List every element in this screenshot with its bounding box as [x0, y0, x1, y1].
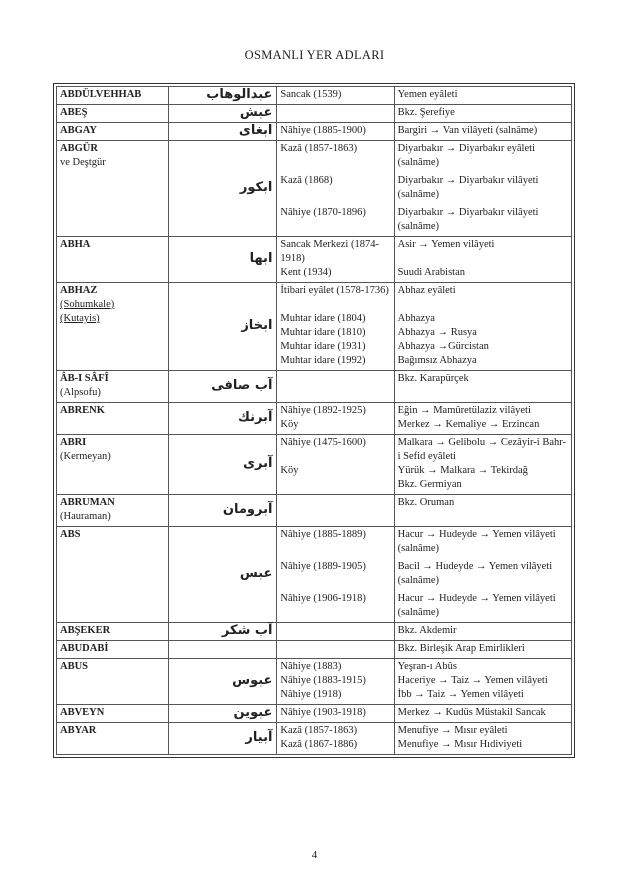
note-entry: Abhazya — [397, 313, 435, 324]
note-entry: Bargiri → Van vilâyeti (salnâme) — [397, 125, 538, 136]
ottoman-script-name: آبيار — [169, 723, 277, 755]
place-name: ABUS — [60, 661, 89, 672]
administrative-status-cell — [277, 641, 394, 659]
table-row — [57, 641, 572, 659]
ottoman-script-name: آبرنك — [169, 403, 277, 435]
affiliation-note-cell — [394, 141, 571, 237]
note-entry: Diyarbakır → Diyarbakır vilâyeti (salnâme) — [397, 207, 539, 232]
status-entry: Muhtar idare (1804) — [280, 313, 366, 324]
table-row — [57, 435, 572, 495]
affiliation-note-cell — [394, 403, 571, 435]
note-entry: Abhazya → Rusya — [397, 327, 477, 338]
administrative-status-cell — [277, 723, 394, 755]
table-row — [57, 141, 572, 237]
note-entry: Malkara → Gelibolu → Cezâyir-i Bahr-i Sefid eyâleti — [397, 437, 567, 462]
table-row — [57, 283, 572, 371]
status-entry: Sancak (1539) — [280, 89, 342, 100]
affiliation-note-cell — [394, 87, 571, 105]
affiliation-note-cell — [394, 623, 571, 641]
note-entry: Diyarbakır → Diyarbakır eyâleti (salnâme) — [397, 143, 535, 168]
status-entry — [280, 478, 390, 492]
gazetteer-table — [56, 86, 572, 755]
place-name: ABGAY — [60, 125, 97, 136]
status-entry — [280, 496, 390, 510]
status-entry — [280, 624, 390, 638]
administrative-status-cell — [277, 371, 394, 403]
status-entry: Muhtar idare (1992) — [280, 355, 366, 366]
place-name: ABDÜLVEHHAB — [60, 89, 142, 100]
place-name-cell — [57, 659, 169, 705]
page-number: 4 — [311, 849, 318, 861]
status-entry: Kazâ (1868) — [280, 175, 333, 186]
ottoman-script-name: عبس — [169, 527, 277, 623]
place-name-cell — [57, 371, 169, 403]
status-entry — [280, 642, 390, 656]
alternate-name: ve Deştgür — [60, 157, 106, 168]
ottoman-script-name: آبرى — [169, 435, 277, 495]
ottoman-script-name: عبدالوهاب — [169, 87, 277, 105]
ottoman-script-name: عبوين — [169, 705, 277, 723]
place-name: ABS — [60, 529, 81, 540]
table-row — [57, 527, 572, 623]
affiliation-note-cell — [394, 659, 571, 705]
place-name-cell — [57, 105, 169, 123]
administrative-status-cell — [277, 705, 394, 723]
alternate-name: (Kermeyan) — [60, 451, 111, 462]
table-row — [57, 87, 572, 105]
alternate-name: (Alpsofu) — [60, 387, 101, 398]
table-row — [57, 723, 572, 755]
note-entry: Bkz. Karapürçek — [397, 373, 469, 384]
note-entry: Bkz. Şerefiye — [397, 107, 455, 118]
table-body — [57, 87, 572, 755]
note-entry: Suudi Arabistan — [397, 267, 465, 278]
status-entry — [280, 106, 390, 120]
note-entry: Eğin → Mamûretülaziz vilâyeti — [397, 405, 531, 416]
table-row — [57, 371, 572, 403]
note-entry: Bağımsız Abhazya — [397, 355, 477, 366]
administrative-status-cell — [277, 435, 394, 495]
place-name: ABYAR — [60, 725, 97, 736]
note-entry: Menufiye → Mısır Hıdiviyeti — [397, 739, 523, 750]
administrative-status-cell — [277, 495, 394, 527]
place-name-cell — [57, 527, 169, 623]
place-name: ABRUMAN — [60, 497, 115, 508]
place-name-cell — [57, 237, 169, 283]
administrative-status-cell — [277, 141, 394, 237]
note-entry: Bkz. Birleşik Arap Emirlikleri — [397, 643, 525, 654]
place-name: ABGÜR — [60, 143, 98, 154]
table-row — [57, 105, 572, 123]
status-entry: Nâhiye (1885-1889) — [280, 529, 366, 540]
table-row — [57, 659, 572, 705]
place-name-cell — [57, 705, 169, 723]
status-entry: Nâhiye (1918) — [280, 689, 342, 700]
note-entry: Bkz. Akdemir — [397, 625, 457, 636]
status-entry: Köy — [280, 419, 299, 430]
alternate-name: (Kutayis) — [60, 313, 100, 324]
status-entry: Kent (1934) — [280, 267, 332, 278]
place-name: ABŞEKER — [60, 625, 111, 636]
status-entry: Muhtar idare (1810) — [280, 327, 366, 338]
note-entry: Abhaz eyâleti — [397, 285, 456, 296]
administrative-status-cell — [277, 283, 394, 371]
status-entry: Kazâ (1857-1863) — [280, 725, 358, 736]
affiliation-note-cell — [394, 705, 571, 723]
note-entry: Bacil → Hudeyde → Yemen vilâyeti (salnâme) — [397, 561, 553, 586]
administrative-status-cell — [277, 237, 394, 283]
place-name: ÂB-I SÂFÎ — [60, 373, 109, 384]
status-entry: Nâhiye (1475-1600) — [280, 437, 366, 448]
place-name-cell — [57, 403, 169, 435]
note-entry: Haceriye → Taiz → Yemen vilâyeti — [397, 675, 548, 686]
ottoman-script-name: ابكور — [169, 141, 277, 237]
status-entry: Nâhiye (1892-1925) — [280, 405, 366, 416]
table-row — [57, 403, 572, 435]
table-row — [57, 123, 572, 141]
note-entry: Menufiye → Mısır eyâleti — [397, 725, 508, 736]
note-entry: Merkez → Kudüs Müstakil Sancak — [397, 707, 546, 718]
status-entry: Nâhiye (1903-1918) — [280, 707, 366, 718]
affiliation-note-cell — [394, 237, 571, 283]
status-entry: Nâhiye (1883-1915) — [280, 675, 366, 686]
place-name-cell — [57, 641, 169, 659]
place-name-cell — [57, 435, 169, 495]
ottoman-script-name: عبوس — [169, 659, 277, 705]
note-entry: Hacur → Hudeyde → Yemen vilâyeti (salnâme) — [397, 529, 556, 554]
ottoman-script-name: ابخاز — [169, 283, 277, 371]
affiliation-note-cell — [394, 527, 571, 623]
ottoman-script-name: عبش — [169, 105, 277, 123]
note-entry: Hacur → Hudeyde → Yemen vilâyeti (salnâme) — [397, 593, 556, 618]
note-entry: Merkez → Kemaliye → Erzincan — [397, 419, 540, 430]
affiliation-note-cell — [394, 371, 571, 403]
administrative-status-cell — [277, 527, 394, 623]
place-name: ABUDABİ — [60, 643, 109, 654]
note-entry: Bkz. Germiyan — [397, 479, 462, 490]
administrative-status-cell — [277, 659, 394, 705]
status-entry: Nâhiye (1883) — [280, 661, 342, 672]
place-name: ABVEYN — [60, 707, 105, 718]
status-entry: Muhtar idare (1931) — [280, 341, 366, 352]
status-entry: Nâhiye (1889-1905) — [280, 561, 366, 572]
place-name-cell — [57, 87, 169, 105]
gazetteer-table-frame — [53, 83, 575, 758]
note-entry: Abhazya →Gürcistan — [397, 341, 489, 352]
affiliation-note-cell — [394, 283, 571, 371]
administrative-status-cell — [277, 623, 394, 641]
status-entry: Kazâ (1857-1863) — [280, 143, 358, 154]
place-name: ABRI — [60, 437, 87, 448]
affiliation-note-cell — [394, 723, 571, 755]
place-name-cell — [57, 141, 169, 237]
note-entry: İbb → Taiz → Yemen vilâyeti — [397, 689, 524, 700]
ottoman-script-name: ابها — [169, 237, 277, 283]
status-entry: İtibari eyâlet (1578-1736) — [280, 285, 389, 296]
table-row — [57, 237, 572, 283]
place-name-cell — [57, 495, 169, 527]
place-name-cell — [57, 123, 169, 141]
table-row — [57, 495, 572, 527]
status-entry: Sancak Merkezi (1874-1918) — [280, 239, 379, 264]
administrative-status-cell — [277, 123, 394, 141]
place-name: ABHA — [60, 239, 91, 250]
ottoman-script-name: آب شكر — [169, 623, 277, 641]
affiliation-note-cell — [394, 105, 571, 123]
table-row — [57, 623, 572, 641]
note-entry: Yemen eyâleti — [397, 89, 458, 100]
note-entry: Yeşran-ı Abûs — [397, 661, 457, 672]
page-title: OSMANLI YER ADLARI — [244, 48, 385, 62]
note-entry: Diyarbakır → Diyarbakır vilâyeti (salnâme) — [397, 175, 539, 200]
note-entry: Bkz. Oruman — [397, 497, 455, 508]
place-name-cell — [57, 283, 169, 371]
status-entry: Nâhiye (1906-1918) — [280, 593, 366, 604]
place-name-cell — [57, 723, 169, 755]
status-entry: Köy — [280, 465, 299, 476]
ottoman-script-name: آب صافى — [169, 371, 277, 403]
place-name: ABRENK — [60, 405, 105, 416]
place-name-cell — [57, 623, 169, 641]
note-entry: Asir → Yemen vilâyeti — [397, 239, 495, 250]
affiliation-note-cell — [394, 495, 571, 527]
ottoman-script-name — [169, 641, 277, 659]
affiliation-note-cell — [394, 123, 571, 141]
place-name: ABHAZ — [60, 285, 98, 296]
alternate-name: (Sohumkale) — [60, 299, 115, 310]
alternate-name: (Hauraman) — [60, 511, 111, 522]
status-entry — [280, 372, 390, 386]
ottoman-script-name: ابغاى — [169, 123, 277, 141]
administrative-status-cell — [277, 105, 394, 123]
affiliation-note-cell — [394, 641, 571, 659]
table-row — [57, 705, 572, 723]
status-entry: Nâhiye (1885-1900) — [280, 125, 366, 136]
administrative-status-cell — [277, 87, 394, 105]
place-name: ABEŞ — [60, 107, 88, 118]
status-entry: Kazâ (1867-1886) — [280, 739, 358, 750]
affiliation-note-cell — [394, 435, 571, 495]
administrative-status-cell — [277, 403, 394, 435]
note-entry: Yürük → Malkara → Tekirdağ — [397, 465, 528, 476]
status-entry: Nâhiye (1870-1896) — [280, 207, 366, 218]
ottoman-script-name: آبرومان — [169, 495, 277, 527]
